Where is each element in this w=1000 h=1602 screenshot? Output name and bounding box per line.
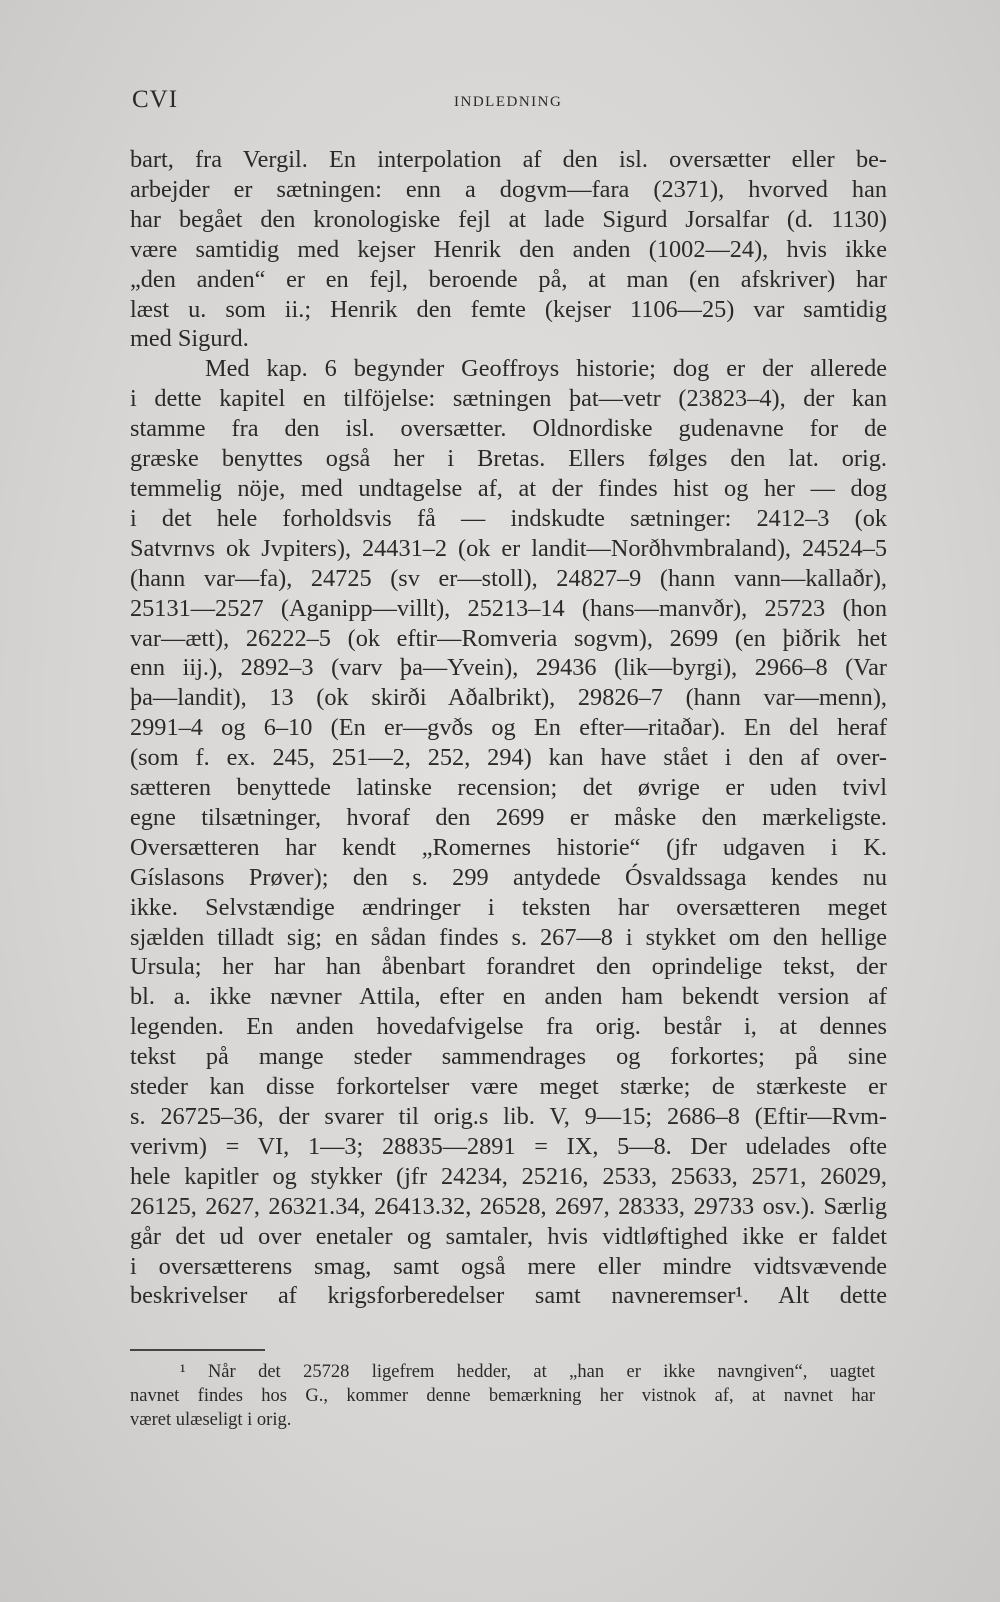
page-number: CVI xyxy=(132,86,179,113)
text-line: enn iij.), 2892–3 (varv þa—Yvein), 29436 (lik—byrgi), 2966–8 (Var xyxy=(130,654,887,682)
text-line: steder kan disse forkortelser være meget stærke; de stærkeste er xyxy=(130,1073,887,1101)
footnote-line: navnet findes hos G., kommer denne bemærkning her vistnok af, at navnet har xyxy=(130,1386,875,1406)
text-line: verivm) = VI, 1—3; 28835—2891 = IX, 5—8. Der udelades ofte xyxy=(130,1132,887,1160)
text-line: bl. a. ikke nævner Attila, efter en anden ham bekendt version af xyxy=(130,983,887,1011)
running-head: INDLEDNING xyxy=(454,94,563,110)
text-line: 26125, 2627, 26321.34, 26413.32, 26528, 2697, 28333, 29733 osv.). Særlig xyxy=(130,1192,887,1220)
text-line: stamme fra den isl. oversætter. Oldnordiske gudenavne for de xyxy=(130,415,887,443)
text-line: egne tilsætninger, hvoraf den 2699 er måske den mærkeligste. xyxy=(130,803,887,831)
text-line: går det ud over enetaler og samtaler, hvis vidtløftighed ikke er faldet xyxy=(130,1222,887,1250)
footnote-line: været ulæseligt i orig. xyxy=(130,1410,292,1430)
text-line: temmelig nöje, med undtagelse af, at der findes hist og her — dog xyxy=(130,474,887,502)
text-line: „den anden“ er en fejl, beroende på, at man (en afskriver) har xyxy=(130,265,887,293)
text-line: læst u. som ii.; Henrik den femte (kejser 1106—25) var samtidig xyxy=(130,295,887,323)
text-line: med Sigurd. xyxy=(130,325,249,353)
text-line: tekst på mange steder sammendrages og forkortes; på sine xyxy=(130,1043,887,1071)
text-line: (som f. ex. 245, 251—2, 252, 294) kan have stået i den af over- xyxy=(130,744,887,772)
text-line: Ursula; her har han åbenbart forandret den oprindelige tekst, der xyxy=(130,953,887,981)
text-line: i det hele forholdsvis få — indskudte sætninger: 2412–3 (ok xyxy=(130,504,887,532)
text-line: Gíslasons Prøver); den s. 299 antydede Ósvaldssaga kendes nu xyxy=(130,863,887,891)
text-line: (hann var—fa), 24725 (sv er—stoll), 24827–9 (hann vann—kallaðr), xyxy=(130,564,887,592)
footnote-rule xyxy=(130,1349,265,1351)
text-line: Oversætteren har kendt „Romernes historie“ (jfr udgaven i K. xyxy=(130,833,887,861)
text-line: legenden. En anden hovedafvigelse fra orig. består i, at dennes xyxy=(130,1013,887,1041)
text-line: bart, fra Vergil. En interpolation af den isl. oversætter eller be- xyxy=(130,146,887,173)
text-line: sjælden tilladt sig; en sådan findes s. 267—8 i stykket om den hellige xyxy=(130,923,887,951)
text-line: i dette kapitel en tilföjelse: sætningen þat—vetr (23823–4), der kan xyxy=(130,385,887,413)
text-line: beskrivelser af krigsforberedelser samt navneremser¹. Alt dette xyxy=(130,1282,887,1310)
footnote xyxy=(130,1360,875,1432)
text-line: græske benyttes også her i Bretas. Ellers følges den lat. orig. xyxy=(130,445,887,473)
page-header xyxy=(132,86,880,126)
text-line: s. 26725–36, der svarer til orig.s lib. V, 9—15; 2686–8 (Eftir—Rvm- xyxy=(130,1103,887,1130)
text-line: ikke. Selvstændige ændringer i teksten har oversætteren meget xyxy=(130,893,887,921)
text-line: Satvrnvs ok Jvpiters), 24431–2 (ok er landit—Norðhvmbraland), 24524–5 xyxy=(130,534,887,562)
text-line: arbejder er sætningen: enn a dogvm—fara (2371), hvorved han xyxy=(130,175,887,203)
text-line: 25131—2527 (Aganipp—villt), 25213–14 (hans—manvðr), 25723 (hon xyxy=(130,594,887,622)
text-line: hele kapitler og stykker (jfr 24234, 25216, 2533, 25633, 2571, 26029, xyxy=(130,1162,887,1190)
text-line: Med kap. 6 begynder Geoffroys historie; dog er der allerede xyxy=(205,355,887,383)
text-line: sætteren benyttede latinske recension; det øvrige er uden tvivl xyxy=(130,774,887,802)
footnote-line: ¹ Når det 25728 ligefrem hedder, at „han er ikke navngiven“, uagtet xyxy=(180,1362,875,1382)
text-line: 2991–4 og 6–10 (En er—gvðs og En efter—ritaðar). En del heraf xyxy=(130,714,887,742)
text-line: var—ætt), 26222–5 (ok eftir—Romveria sogvm), 2699 (en þiðrik het xyxy=(130,624,887,652)
body-text xyxy=(130,145,887,1311)
text-line: i oversætterens smag, samt også mere eller mindre vidtsvævende xyxy=(130,1252,887,1280)
text-line: har begået den kronologiske fejl at lade Sigurd Jorsalfar (d. 1130) xyxy=(130,205,887,233)
text-line: være samtidig med kejser Henrik den anden (1002—24), hvis ikke xyxy=(130,235,887,263)
text-line: þa—landit), 13 (ok skirði Aðalbrikt), 29826–7 (hann var—menn), xyxy=(130,684,887,712)
